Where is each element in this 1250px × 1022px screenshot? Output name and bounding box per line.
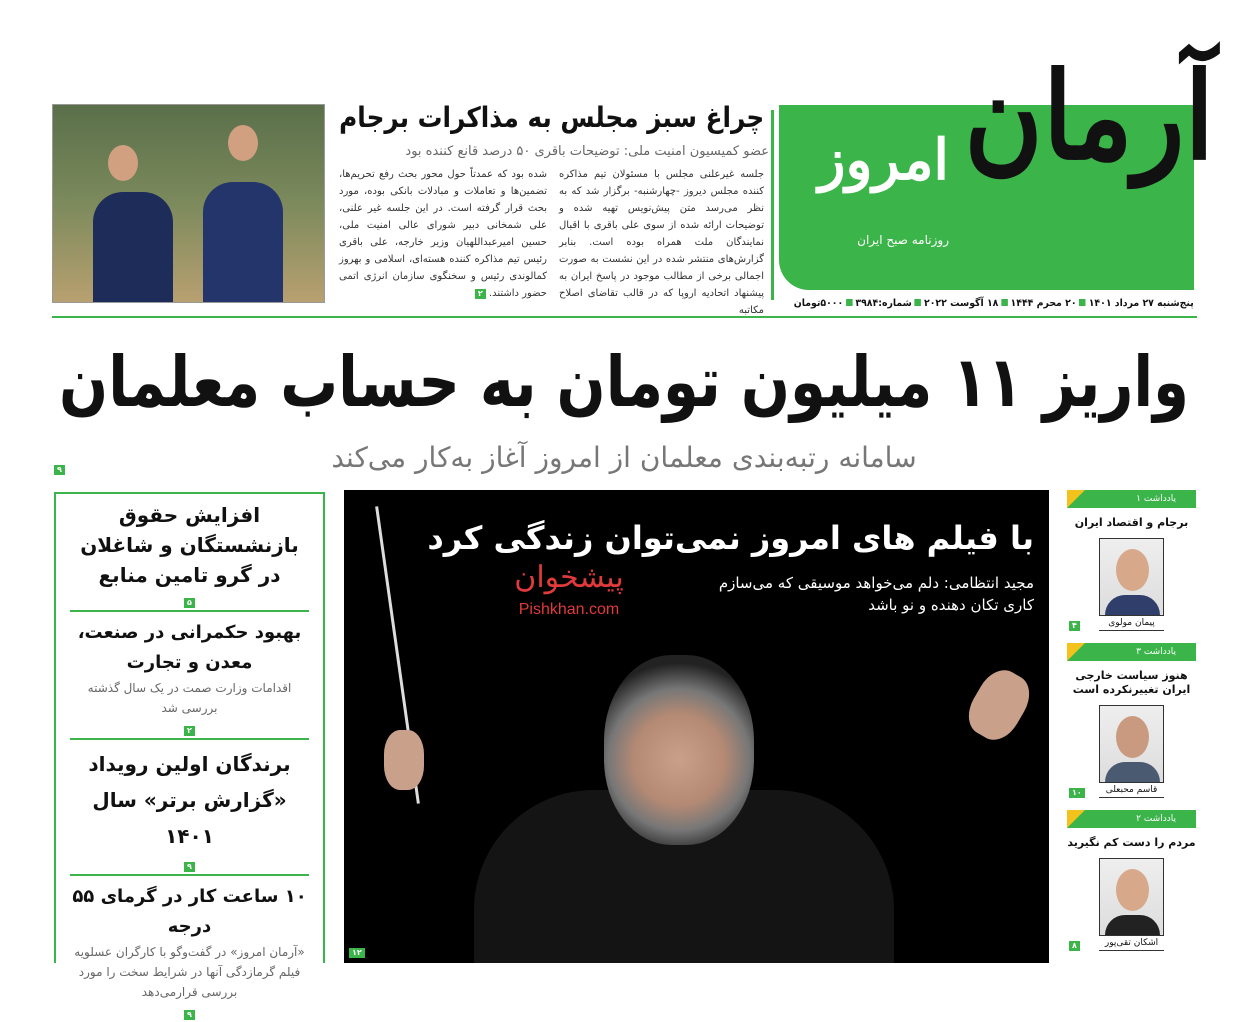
hand xyxy=(961,662,1039,748)
page-badge: ۱۰ xyxy=(1070,788,1086,798)
top-story-title-text: چراغ سبز مجلس به مذاکرات برجام xyxy=(339,101,765,134)
author-name: پیمان مولوی xyxy=(1100,618,1165,631)
main-story-title-text: با فیلم های امروز نمی‌توان زندگی کرد xyxy=(428,519,1035,557)
masthead-logo-sub xyxy=(790,125,950,195)
masthead-logo xyxy=(965,45,1215,189)
date-persian: پنج‌شنبه ۲۷ مرداد ۱۴۰۱ xyxy=(1089,298,1195,309)
page-badge: ۹ xyxy=(185,1010,196,1020)
watermark-url: Pishkhan.com xyxy=(519,601,621,618)
page-badge: ۲ xyxy=(185,726,196,736)
author-photo xyxy=(1100,538,1165,616)
page-badge: ۱۲ xyxy=(350,948,366,958)
list-item[interactable] xyxy=(71,494,310,612)
item-title: برندگان اولین رویداد «گزارش برتر» سال ۱۴۰۱ xyxy=(89,752,292,848)
main-story-subtitle xyxy=(655,572,1035,616)
watermark-logo: پیشخوان xyxy=(515,560,625,595)
masthead-tagline xyxy=(800,232,950,248)
author-name: اشکان تقی‌پور xyxy=(1100,938,1165,951)
page-badge: ۴ xyxy=(1070,621,1081,631)
left-column xyxy=(55,492,326,1019)
author-photo xyxy=(1100,705,1165,783)
item-title: بهبود حکمرانی در صنعت، معدن و تجارت xyxy=(78,622,303,673)
note-label: یادداشت ۳ xyxy=(1068,643,1197,661)
item-title: افزایش حقوق بازنشستگان و شاغلان در گرو تامین منابع xyxy=(81,503,300,587)
date-hijri: ۲۰ محرم ۱۴۴۴ xyxy=(1011,298,1078,309)
note-item[interactable] xyxy=(1068,810,1197,951)
conductor-head xyxy=(605,655,755,845)
hand xyxy=(385,730,425,790)
page-badge: ۸ xyxy=(1070,941,1081,951)
dateline-row xyxy=(795,297,1195,311)
dateline xyxy=(795,297,1195,311)
subtitle-line xyxy=(655,594,1035,616)
main-headline[interactable] xyxy=(60,335,1190,430)
main-story-photo[interactable] xyxy=(345,490,1050,963)
notes-sidebar xyxy=(1068,490,1197,963)
page-badge: ۹ xyxy=(55,465,66,475)
list-item[interactable] xyxy=(71,612,310,740)
top-story-column-2 xyxy=(340,166,548,302)
divider xyxy=(53,316,1198,318)
page-badge: ۹ xyxy=(185,862,196,872)
main-headline-subtitle xyxy=(60,438,1190,478)
note-item[interactable] xyxy=(1068,490,1197,631)
list-item[interactable] xyxy=(71,876,310,1022)
item-summary: اقدامات وزارت صمت در یک سال گذشته بررسی شد xyxy=(88,681,293,715)
top-story-column-1: جلسه غیرعلنی مجلس با مسئولان تیم مذاکره کننده مجلس دیروز -چهارشنبه- برگزار شد که به نظر می‌رسد متن پیش‌نویس تهیه شده و توضیحات ارائه شده از سوی علی باقری با اقبال نمایندگان ملت همراه بوده است. بنابر گزارش‌های منتشر شده در این نشست به صورت اجمالی برخی از مطالب موجود در پاسخ ایران به پیشنهاد اتحادیه اروپا که در قالب تقاضای اصلاح مکاتبه xyxy=(560,169,765,316)
top-story-column-2-text: شده بود که عمدتاً حول محور بحث رفع تحریم‌ها، تضمین‌ها و تعاملات و مبادلات بانکی بوده، مورد بحث قرار گرفته است. در این جلسه غیر علنی، علی شمخانی دبیر شورای عالی امنیت ملی، حسین امیرعبداللهیان وزیر خارجه، علی باقری رئیس تیم مذاکره کننده هسته‌ای، اسلامی و بهروز کمالوندی رئیس و سخنگوی سازمان انرژی اتمی حضور داشتند. xyxy=(340,169,548,299)
subtitle-line xyxy=(655,572,1035,594)
list-item[interactable] xyxy=(71,740,310,876)
masthead-tagline-text: روزنامه صبح ایران xyxy=(858,233,950,247)
main-story-title[interactable] xyxy=(360,515,1035,561)
author-name: قاسم محبعلی xyxy=(1100,785,1165,798)
note-title: مردم را دست کم نگیرید xyxy=(1068,836,1197,849)
main-headline-text: واریز ۱۱ میلیون تومان به حساب معلمان xyxy=(60,341,1190,423)
issue-number: شماره:۳۹۸۴ xyxy=(856,298,914,309)
date-gregorian: ۱۸ آگوست ۲۰۲۲ xyxy=(925,298,1000,309)
item-title: ۱۰ ساعت کار در گرمای ۵۵ درجه xyxy=(73,886,308,937)
note-item[interactable] xyxy=(1068,643,1197,798)
page-badge: ۲ xyxy=(476,289,487,299)
top-story-title[interactable] xyxy=(340,98,765,138)
note-label: یادداشت ۱ xyxy=(1068,490,1197,508)
main-headline-subtitle-text: سامانه رتبه‌بندی معلمان از امروز آغاز به‌کار می‌کند xyxy=(332,441,918,474)
price: ۵۰۰۰تومان xyxy=(794,298,845,309)
top-story-photo xyxy=(53,104,326,303)
top-story-subtitle xyxy=(340,142,770,162)
item-summary: «آرمان امروز» در گفت‌وگو با کارگران عسلویه فیلم گرمازدگی آنها در شرایط سخت را مورد بررسی قرارمی‌دهد xyxy=(75,945,306,999)
page-badge: ۵ xyxy=(185,598,196,608)
divider xyxy=(772,110,775,300)
masthead-logo-text: آرمان xyxy=(965,46,1215,187)
subtitle-line-text: مجید انتظامی: دلم می‌خواهد موسیقی که می‌سازم xyxy=(719,574,1035,592)
author-photo xyxy=(1100,858,1165,936)
subtitle-line-text: کاری تکان دهنده و نو باشد xyxy=(869,596,1035,614)
top-story-subtitle-text: عضو کمیسیون امنیت ملی: توضیحات باقری ۵۰ درصد قانع کننده بود xyxy=(406,144,770,159)
note-title: برجام و اقتصاد ایران xyxy=(1075,516,1190,529)
note-label: یادداشت ۲ xyxy=(1068,810,1197,828)
note-title: هنوز سیاست خارجی ایران تغییرنکرده است xyxy=(1073,669,1192,696)
masthead-logo-sub-text: امروز xyxy=(819,127,950,193)
